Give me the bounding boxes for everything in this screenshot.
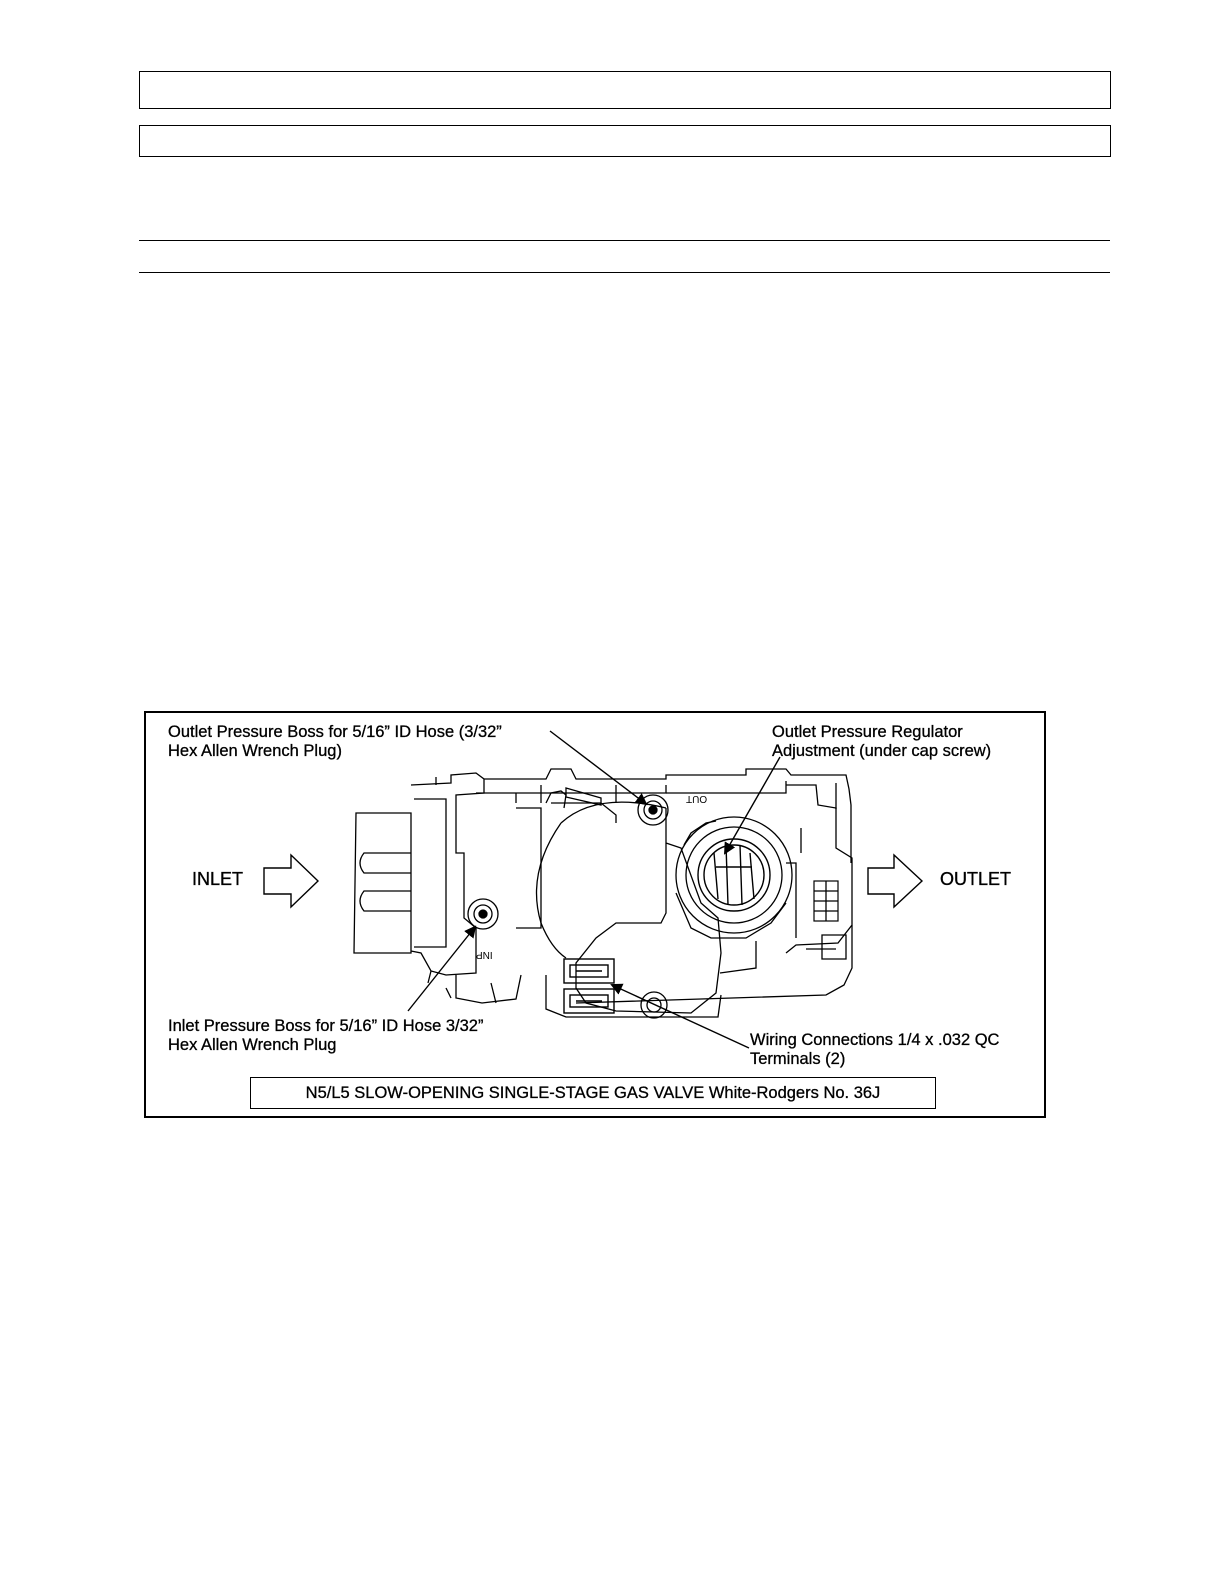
header-box-1 [139, 71, 1111, 109]
wiring-label-line2: Terminals (2) [750, 1050, 846, 1068]
regulator-label-line1: Outlet Pressure Regulator [772, 723, 963, 741]
regulator-cap [698, 839, 770, 911]
outlet-boss-label-line1: Outlet Pressure Boss for 5/16” ID Hose (3/32” [168, 723, 502, 741]
valve-out-marking: OUT [686, 793, 708, 804]
regulator-label-line2: Adjustment (under cap screw) [772, 742, 992, 760]
wiring-terminals [564, 959, 614, 1013]
inlet-arrow-icon [264, 855, 318, 907]
outlet-arrow-icon [868, 855, 922, 907]
inlet-label: INLET [192, 869, 244, 889]
figure-caption-box [250, 1077, 936, 1109]
leader-inlet-boss [408, 927, 475, 1011]
figure-caption: N5/L5 SLOW-OPENING SINGLE-STAGE GAS VALVE White-Rodgers No. 36J [305, 1083, 881, 1102]
gas-valve-drawing [146, 713, 1048, 1120]
gas-valve-figure [144, 711, 1046, 1118]
leader-regulator [725, 757, 780, 853]
header-box-2 [139, 125, 1111, 157]
header-rule-bottom [139, 272, 1110, 273]
outlet-boss-label-line2: Hex Allen Wrench Plug) [168, 742, 342, 760]
pressure-bosses [468, 795, 668, 1018]
outlet-label: OUTLET [940, 869, 1012, 889]
wiring-label-line1: Wiring Connections 1/4 x .032 QC [750, 1031, 1000, 1049]
valve-body [354, 769, 852, 1017]
header-rule-top [139, 240, 1110, 241]
valve-in-marking: INP [476, 949, 493, 960]
inlet-boss-label-line1: Inlet Pressure Boss for 5/16” ID Hose 3/32” [168, 1017, 484, 1035]
inlet-boss-label-line2: Hex Allen Wrench Plug [168, 1036, 337, 1054]
